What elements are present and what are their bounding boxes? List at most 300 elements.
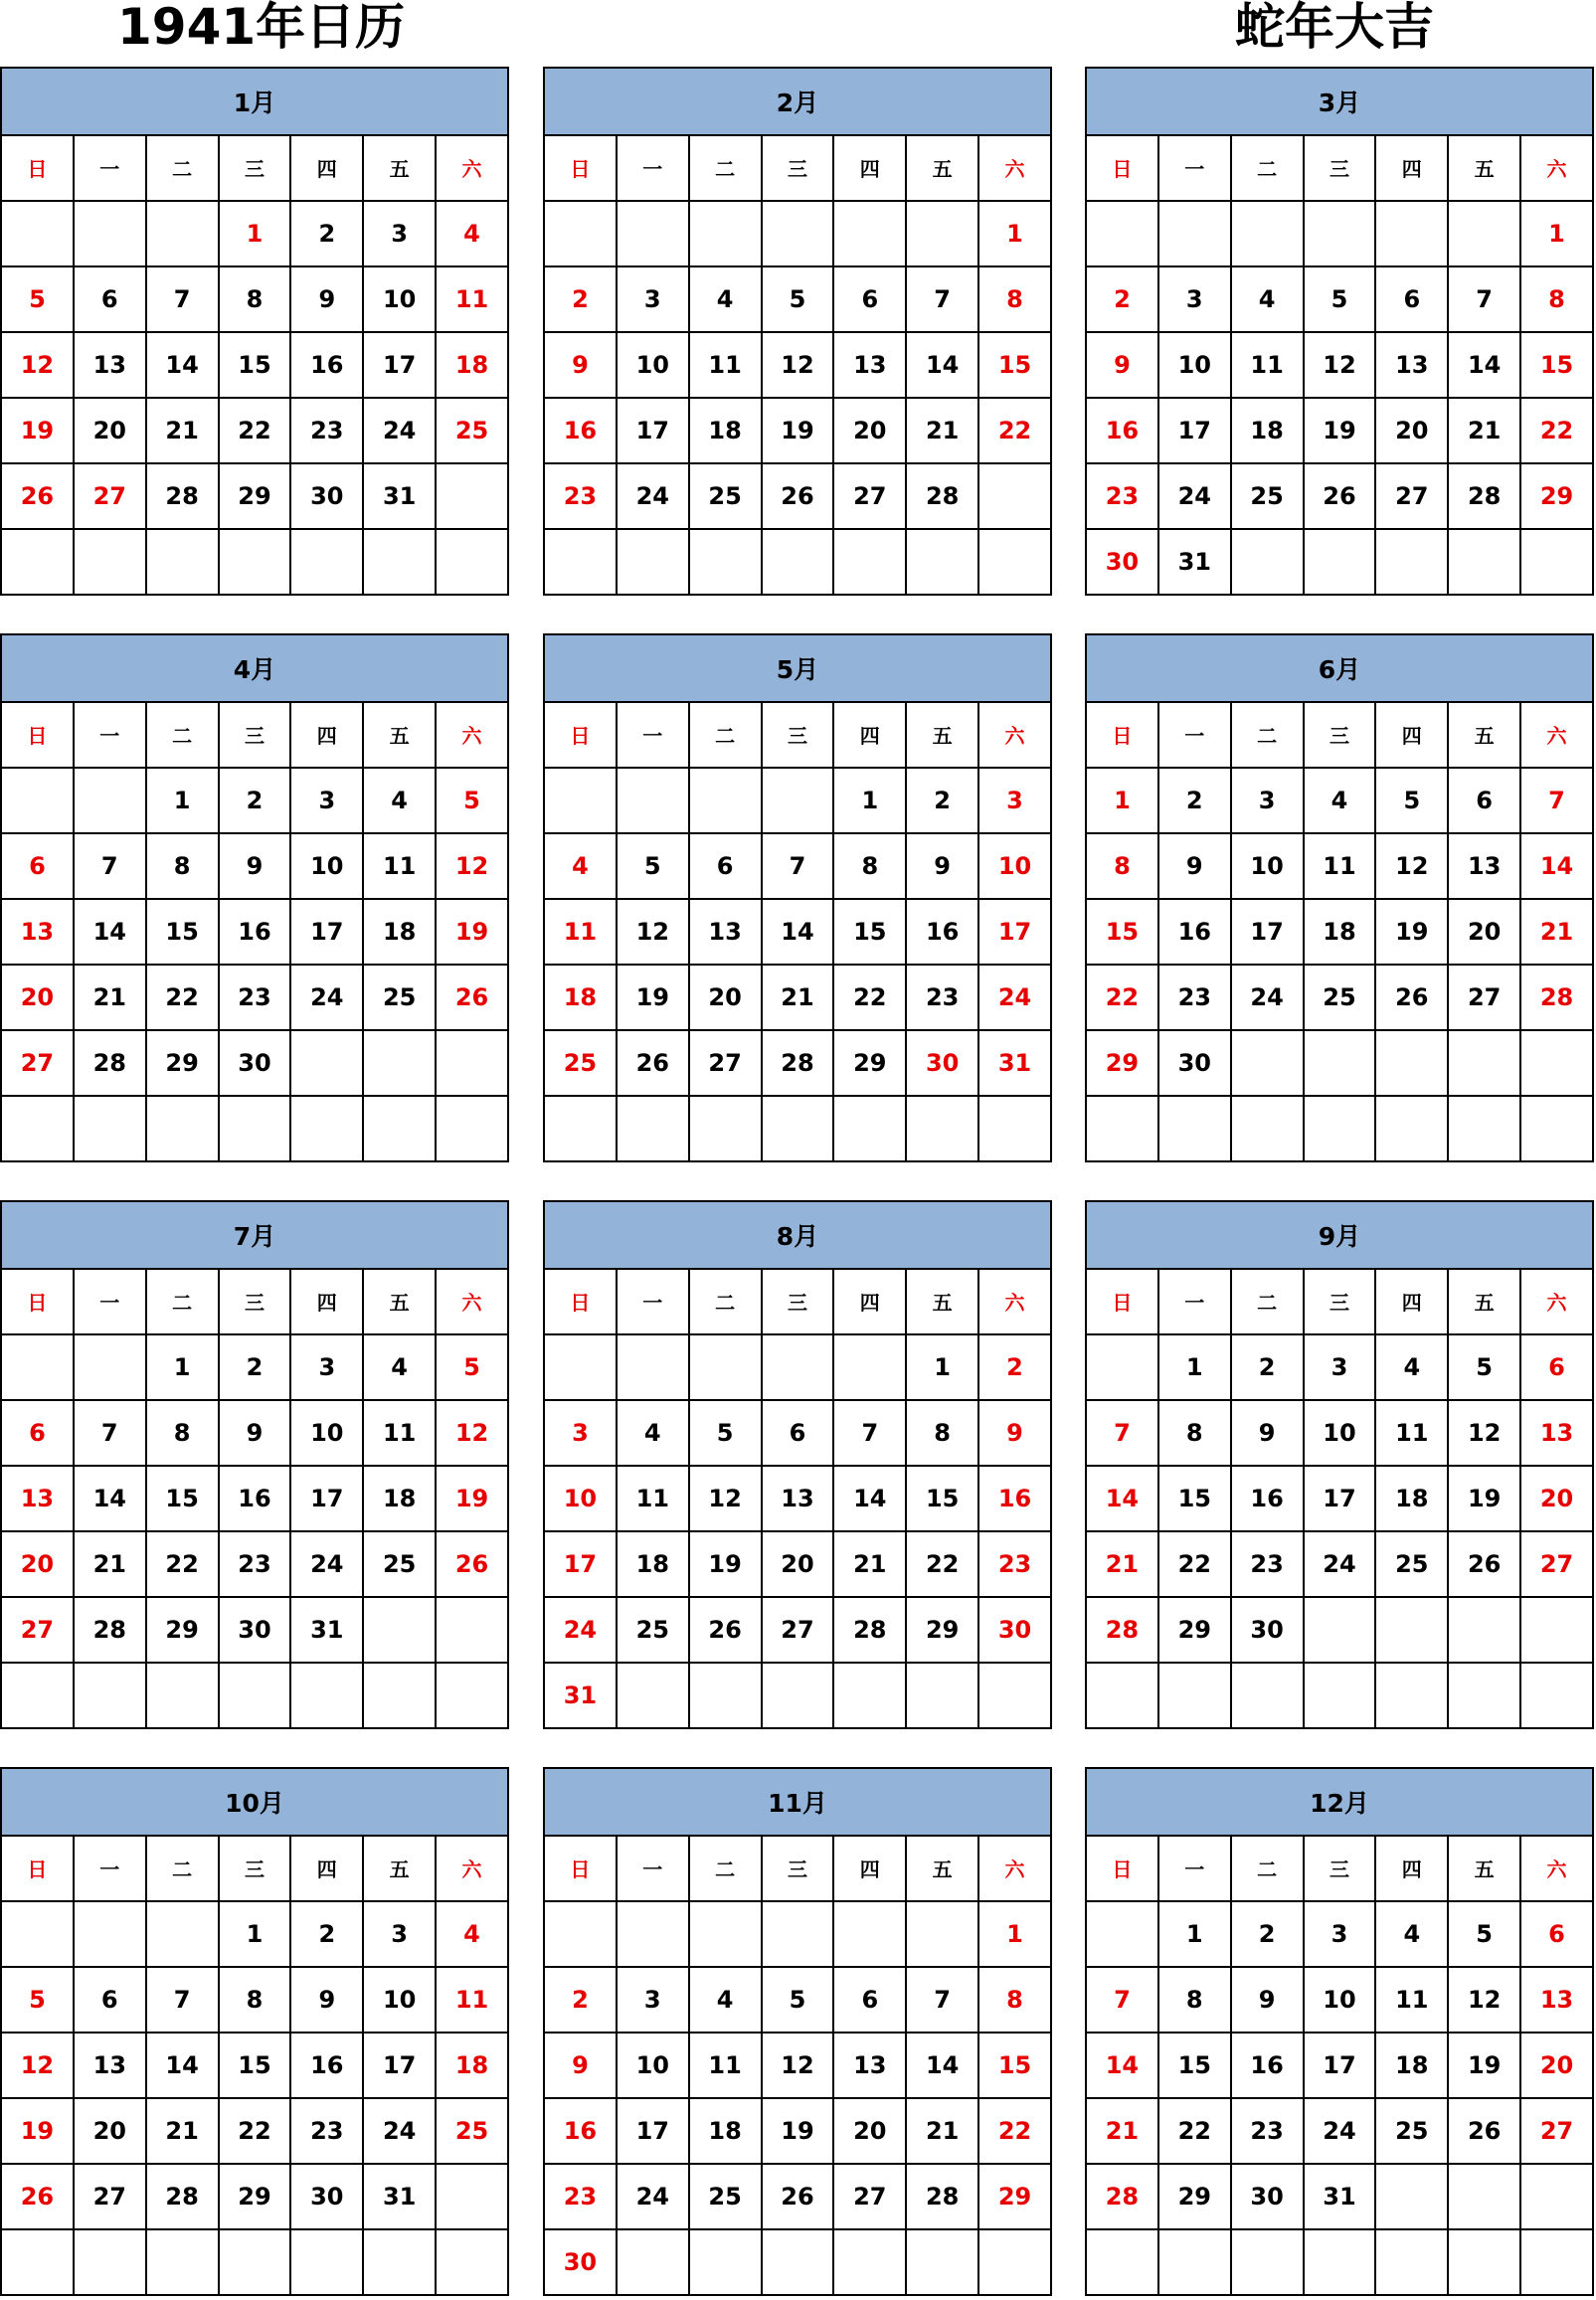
day-cell: 23	[1231, 2098, 1304, 2164]
day-cell: 11	[1304, 833, 1376, 899]
day-cell: 1	[833, 768, 906, 833]
day-cell: 5	[1, 1967, 74, 2033]
day-cell: 4	[1375, 1334, 1448, 1400]
day-cell: 1	[1086, 768, 1158, 833]
day-cell: 17	[617, 398, 689, 463]
day-cell: 6	[1448, 768, 1520, 833]
week-row	[544, 1663, 1051, 1728]
day-cell: 25	[436, 2098, 508, 2164]
week-row	[1, 201, 508, 266]
week-row	[1, 2098, 508, 2164]
day-cell: 29	[219, 2164, 291, 2229]
month-table	[1085, 1767, 1594, 2296]
day-cell: 10	[617, 332, 689, 398]
empty-cell	[1, 768, 74, 833]
week-row	[544, 266, 1051, 332]
month-header: 12月	[1086, 1768, 1593, 1836]
week-row	[544, 1334, 1051, 1400]
day-cell: 30	[906, 1030, 978, 1096]
weekday-header: 五	[1448, 702, 1520, 768]
day-cell: 7	[74, 1400, 146, 1466]
day-cell: 12	[689, 1466, 762, 1531]
day-cell: 29	[1520, 463, 1593, 529]
day-cell: 10	[1304, 1400, 1376, 1466]
day-cell: 7	[906, 266, 978, 332]
day-cell: 6	[689, 833, 762, 899]
day-cell: 24	[544, 1597, 617, 1663]
day-cell: 14	[906, 2033, 978, 2098]
day-cell: 3	[617, 266, 689, 332]
day-cell: 26	[436, 1531, 508, 1597]
day-cell: 4	[544, 833, 617, 899]
day-cell: 1	[978, 201, 1051, 266]
weekday-header: 日	[1, 1269, 74, 1334]
day-cell: 9	[544, 332, 617, 398]
day-cell: 11	[436, 1967, 508, 2033]
day-cell: 26	[762, 463, 834, 529]
day-cell: 1	[978, 1901, 1051, 1967]
day-cell: 2	[290, 201, 363, 266]
empty-cell	[762, 529, 834, 595]
empty-cell	[978, 463, 1051, 529]
day-cell: 23	[544, 463, 617, 529]
empty-cell	[1086, 1096, 1158, 1161]
day-cell: 15	[1086, 899, 1158, 965]
day-cell: 13	[74, 2033, 146, 2098]
weekday-header: 四	[833, 702, 906, 768]
day-cell: 27	[689, 1030, 762, 1096]
day-cell: 15	[906, 1466, 978, 1531]
week-row	[544, 2164, 1051, 2229]
empty-cell	[1231, 1030, 1304, 1096]
day-cell: 10	[290, 833, 363, 899]
weekday-header: 日	[1, 1836, 74, 1901]
day-cell: 22	[906, 1531, 978, 1597]
empty-cell	[544, 1901, 617, 1967]
weekday-header: 五	[363, 135, 436, 201]
day-cell: 23	[1086, 463, 1158, 529]
day-cell: 29	[1158, 2164, 1231, 2229]
empty-cell	[1, 1901, 74, 1967]
empty-cell	[436, 1096, 508, 1161]
day-cell: 31	[978, 1030, 1051, 1096]
day-cell: 11	[436, 266, 508, 332]
week-row	[544, 899, 1051, 965]
month-header: 10月	[1, 1768, 508, 1836]
day-cell: 22	[978, 398, 1051, 463]
day-cell: 15	[1158, 2033, 1231, 2098]
day-cell: 5	[762, 266, 834, 332]
month-table	[1085, 633, 1594, 1162]
empty-cell	[617, 1096, 689, 1161]
week-row	[1086, 266, 1593, 332]
day-cell: 22	[1520, 398, 1593, 463]
empty-cell	[833, 2229, 906, 2295]
week-row	[1086, 1466, 1593, 1531]
month-header: 7月	[1, 1201, 508, 1269]
month-table	[0, 67, 509, 596]
day-cell: 20	[1375, 398, 1448, 463]
weekday-header: 三	[1304, 1836, 1376, 1901]
day-cell: 30	[1086, 529, 1158, 595]
day-cell: 15	[146, 899, 219, 965]
day-cell: 2	[219, 768, 291, 833]
day-cell: 17	[617, 2098, 689, 2164]
day-cell: 3	[363, 201, 436, 266]
empty-cell	[833, 201, 906, 266]
empty-cell	[1158, 1096, 1231, 1161]
day-cell: 19	[762, 2098, 834, 2164]
empty-cell	[617, 1334, 689, 1400]
weekday-header: 五	[906, 135, 978, 201]
month-table	[543, 67, 1052, 596]
day-cell: 18	[1231, 398, 1304, 463]
day-cell: 1	[906, 1334, 978, 1400]
week-row	[1, 266, 508, 332]
day-cell: 26	[1375, 965, 1448, 1030]
week-row	[544, 463, 1051, 529]
day-cell: 28	[906, 463, 978, 529]
week-row	[1086, 332, 1593, 398]
empty-cell	[363, 1597, 436, 1663]
day-cell: 25	[1375, 2098, 1448, 2164]
day-cell: 13	[689, 899, 762, 965]
empty-cell	[290, 529, 363, 595]
day-cell: 8	[1158, 1400, 1231, 1466]
weekday-header: 六	[436, 135, 508, 201]
empty-cell	[544, 529, 617, 595]
day-cell: 31	[1158, 529, 1231, 595]
day-cell: 11	[1375, 1400, 1448, 1466]
empty-cell	[74, 1901, 146, 1967]
empty-cell	[1304, 1096, 1376, 1161]
empty-cell	[1231, 2229, 1304, 2295]
weekday-header: 四	[833, 1269, 906, 1334]
day-cell: 21	[74, 1531, 146, 1597]
week-row	[1086, 2164, 1593, 2229]
day-cell: 23	[290, 2098, 363, 2164]
day-cell: 20	[689, 965, 762, 1030]
empty-cell	[1231, 529, 1304, 595]
month-table	[543, 633, 1052, 1162]
week-row	[1, 332, 508, 398]
day-cell: 9	[219, 1400, 291, 1466]
day-cell: 19	[1, 398, 74, 463]
day-cell: 6	[1520, 1901, 1593, 1967]
weekday-header: 五	[363, 702, 436, 768]
day-cell: 29	[1158, 1597, 1231, 1663]
week-row	[544, 1967, 1051, 2033]
week-row	[544, 1466, 1051, 1531]
day-cell: 9	[1086, 332, 1158, 398]
day-cell: 14	[146, 332, 219, 398]
day-cell: 28	[1086, 2164, 1158, 2229]
weekday-header: 日	[544, 135, 617, 201]
week-row	[1086, 529, 1593, 595]
week-row	[544, 529, 1051, 595]
empty-cell	[906, 2229, 978, 2295]
weekday-header: 二	[689, 135, 762, 201]
empty-cell	[74, 1096, 146, 1161]
day-cell: 19	[1304, 398, 1376, 463]
weekday-header: 一	[74, 1836, 146, 1901]
day-cell: 17	[363, 332, 436, 398]
day-cell: 7	[906, 1967, 978, 2033]
day-cell: 17	[1158, 398, 1231, 463]
month-header: 3月	[1086, 68, 1593, 135]
day-cell: 4	[363, 1334, 436, 1400]
day-cell: 13	[1, 899, 74, 965]
day-cell: 25	[363, 1531, 436, 1597]
week-row	[544, 965, 1051, 1030]
day-cell: 18	[363, 899, 436, 965]
month-table	[1085, 67, 1594, 596]
day-cell: 26	[436, 965, 508, 1030]
empty-cell	[1, 529, 74, 595]
weekday-header: 一	[1158, 135, 1231, 201]
day-cell: 27	[833, 463, 906, 529]
day-cell: 4	[689, 1967, 762, 2033]
day-cell: 20	[74, 398, 146, 463]
day-cell: 16	[290, 2033, 363, 2098]
weekday-header: 一	[617, 702, 689, 768]
day-cell: 26	[689, 1597, 762, 1663]
week-row	[1086, 2033, 1593, 2098]
weekday-header: 四	[1375, 135, 1448, 201]
weekday-header: 五	[1448, 1269, 1520, 1334]
week-row	[544, 1597, 1051, 1663]
empty-cell	[1375, 2229, 1448, 2295]
day-cell: 24	[290, 965, 363, 1030]
weekday-header: 二	[1231, 1269, 1304, 1334]
day-cell: 13	[74, 332, 146, 398]
empty-cell	[146, 1663, 219, 1728]
empty-cell	[1, 1096, 74, 1161]
day-cell: 21	[146, 398, 219, 463]
empty-cell	[146, 2229, 219, 2295]
weekday-header: 二	[689, 1269, 762, 1334]
day-cell: 27	[833, 2164, 906, 2229]
day-cell: 17	[290, 1466, 363, 1531]
day-cell: 28	[146, 2164, 219, 2229]
week-row	[1086, 1096, 1593, 1161]
empty-cell	[1375, 1663, 1448, 1728]
week-row	[544, 1096, 1051, 1161]
day-cell: 22	[146, 1531, 219, 1597]
day-cell: 27	[1520, 1531, 1593, 1597]
day-cell: 14	[906, 332, 978, 398]
day-cell: 22	[1158, 2098, 1231, 2164]
day-cell: 29	[906, 1597, 978, 1663]
week-row	[1086, 1663, 1593, 1728]
day-cell: 13	[1, 1466, 74, 1531]
day-cell: 15	[978, 2033, 1051, 2098]
week-row	[544, 2229, 1051, 2295]
weekday-header: 六	[978, 1836, 1051, 1901]
empty-cell	[290, 1663, 363, 1728]
day-cell: 26	[1448, 1531, 1520, 1597]
day-cell: 1	[1158, 1901, 1231, 1967]
day-cell: 6	[1520, 1334, 1593, 1400]
week-row	[1, 463, 508, 529]
day-cell: 14	[74, 1466, 146, 1531]
day-cell: 9	[1231, 1967, 1304, 2033]
day-cell: 5	[617, 833, 689, 899]
day-cell: 29	[833, 1030, 906, 1096]
weekday-header: 一	[617, 135, 689, 201]
day-cell: 10	[544, 1466, 617, 1531]
day-cell: 30	[1158, 1030, 1231, 1096]
day-cell: 15	[1158, 1466, 1231, 1531]
empty-cell	[1158, 2229, 1231, 2295]
day-cell: 13	[833, 2033, 906, 2098]
empty-cell	[906, 1663, 978, 1728]
day-cell: 17	[290, 899, 363, 965]
weekday-header: 三	[762, 1269, 834, 1334]
day-cell: 24	[978, 965, 1051, 1030]
day-cell: 8	[906, 1400, 978, 1466]
day-cell: 31	[363, 463, 436, 529]
empty-cell	[436, 1663, 508, 1728]
empty-cell	[833, 1096, 906, 1161]
day-cell: 9	[978, 1400, 1051, 1466]
day-cell: 12	[617, 899, 689, 965]
day-cell: 18	[436, 2033, 508, 2098]
empty-cell	[436, 2164, 508, 2229]
day-cell: 11	[544, 899, 617, 965]
empty-cell	[1448, 529, 1520, 595]
empty-cell	[363, 529, 436, 595]
empty-cell	[544, 768, 617, 833]
day-cell: 8	[833, 833, 906, 899]
day-cell: 25	[544, 1030, 617, 1096]
empty-cell	[1520, 2229, 1593, 2295]
day-cell: 5	[436, 768, 508, 833]
weekday-header: 日	[544, 1269, 617, 1334]
weekday-header: 二	[146, 135, 219, 201]
day-cell: 28	[74, 1597, 146, 1663]
day-cell: 16	[1086, 398, 1158, 463]
day-cell: 17	[363, 2033, 436, 2098]
week-row	[544, 398, 1051, 463]
weekday-header: 一	[1158, 702, 1231, 768]
day-cell: 2	[544, 1967, 617, 2033]
weekday-header: 四	[290, 1836, 363, 1901]
day-cell: 31	[363, 2164, 436, 2229]
day-cell: 24	[1231, 965, 1304, 1030]
empty-cell	[762, 1334, 834, 1400]
day-cell: 13	[1375, 332, 1448, 398]
day-cell: 22	[219, 398, 291, 463]
day-cell: 8	[219, 1967, 291, 2033]
week-row	[1, 1096, 508, 1161]
day-cell: 20	[833, 398, 906, 463]
weekday-header: 三	[1304, 135, 1376, 201]
empty-cell	[689, 2229, 762, 2295]
empty-cell	[146, 201, 219, 266]
empty-cell	[1520, 1096, 1593, 1161]
day-cell: 16	[544, 398, 617, 463]
empty-cell	[1086, 1334, 1158, 1400]
day-cell: 8	[146, 833, 219, 899]
empty-cell	[1086, 2229, 1158, 2295]
day-cell: 10	[978, 833, 1051, 899]
day-cell: 2	[906, 768, 978, 833]
day-cell: 20	[1, 965, 74, 1030]
weekday-header: 二	[146, 1836, 219, 1901]
empty-cell	[906, 1901, 978, 1967]
week-row	[1086, 899, 1593, 965]
day-cell: 2	[978, 1334, 1051, 1400]
month-header: 2月	[544, 68, 1051, 135]
day-cell: 31	[544, 1663, 617, 1728]
weekday-header: 四	[1375, 1269, 1448, 1334]
day-cell: 12	[1, 2033, 74, 2098]
day-cell: 16	[906, 899, 978, 965]
day-cell: 26	[1, 2164, 74, 2229]
day-cell: 19	[1375, 899, 1448, 965]
weekday-header: 二	[1231, 135, 1304, 201]
week-row	[1, 1901, 508, 1967]
day-cell: 3	[290, 1334, 363, 1400]
weekday-header: 四	[1375, 702, 1448, 768]
empty-cell	[689, 768, 762, 833]
day-cell: 7	[1086, 1967, 1158, 2033]
week-row	[544, 1030, 1051, 1096]
day-cell: 21	[1448, 398, 1520, 463]
weekday-header: 四	[1375, 1836, 1448, 1901]
day-cell: 16	[544, 2098, 617, 2164]
day-cell: 26	[762, 2164, 834, 2229]
day-cell: 7	[833, 1400, 906, 1466]
empty-cell	[1304, 529, 1376, 595]
day-cell: 23	[544, 2164, 617, 2229]
empty-cell	[1304, 2229, 1376, 2295]
day-cell: 1	[146, 768, 219, 833]
week-row	[1086, 463, 1593, 529]
weekday-header: 日	[1086, 702, 1158, 768]
day-cell: 23	[906, 965, 978, 1030]
day-cell: 22	[978, 2098, 1051, 2164]
weekday-header: 日	[1, 135, 74, 201]
weekday-header: 五	[906, 1836, 978, 1901]
day-cell: 18	[689, 398, 762, 463]
day-cell: 16	[1231, 2033, 1304, 2098]
empty-cell	[219, 1663, 291, 1728]
empty-cell	[74, 201, 146, 266]
day-cell: 26	[617, 1030, 689, 1096]
weekday-header: 五	[906, 702, 978, 768]
week-row	[1, 899, 508, 965]
day-cell: 17	[1231, 899, 1304, 965]
week-row	[1086, 1030, 1593, 1096]
day-cell: 6	[1, 1400, 74, 1466]
empty-cell	[762, 768, 834, 833]
empty-cell	[617, 529, 689, 595]
day-cell: 13	[1448, 833, 1520, 899]
empty-cell	[363, 2229, 436, 2295]
day-cell: 25	[436, 398, 508, 463]
empty-cell	[74, 1663, 146, 1728]
empty-cell	[1086, 1901, 1158, 1967]
day-cell: 22	[833, 965, 906, 1030]
weekday-header: 三	[762, 702, 834, 768]
day-cell: 21	[1086, 1531, 1158, 1597]
day-cell: 12	[1, 332, 74, 398]
empty-cell	[436, 463, 508, 529]
empty-cell	[363, 1096, 436, 1161]
empty-cell	[1520, 1030, 1593, 1096]
